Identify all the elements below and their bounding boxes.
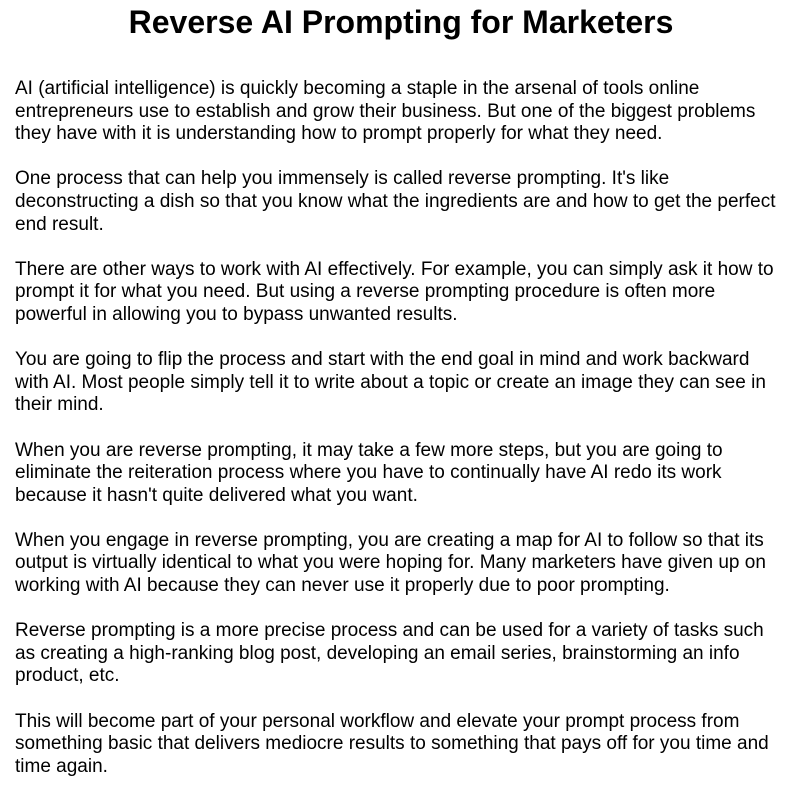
paragraph-7: Reverse prompting is a more precise process and can be used for a variety of tasks such as creating a high-ranking blog post, developing an email series, brainstorming an info product, etc. (15, 620, 764, 687)
document-body (15, 78, 787, 778)
paragraph-2: One process that can help you immensely is called reverse prompting. It's like deconstructing a dish so that you know what the ingredients are and how to get the perfect end result. (15, 168, 776, 235)
document-page (0, 2, 802, 785)
document-title: Reverse AI Prompting for Marketers (128, 4, 674, 40)
paragraph-3: There are other ways to work with AI effectively. For example, you can simply ask it how to prompt it for what you need. But using a reverse prompting procedure is often more powerful in allowing you to bypass unwanted results. (15, 258, 774, 325)
paragraph-5: When you are reverse prompting, it may take a few more steps, but you are going to eliminate the reiteration process where you have to continually have AI redo its work because it hasn't quite delivered what you want. (15, 439, 723, 506)
paragraph-6: When you engage in reverse prompting, you are creating a map for AI to follow so that its output is virtually identical to what you were hoping for. Many marketers have given up on working with AI because they can never use it properly due to poor prompting. (15, 529, 766, 597)
paragraph-1: AI (artificial intelligence) is quickly becoming a staple in the arsenal of tools online entrepreneurs use to establish and grow their business. But one of the biggest problems they have with it is understanding how to prompt properly for what they need. (15, 78, 756, 145)
paragraph-4: You are going to flip the process and start with the end goal in mind and work backward with AI. Most people simply tell it to write about a topic or create an image they can see in their mind. (15, 349, 766, 416)
paragraph-8: This will become part of your personal workflow and elevate your prompt process from something basic that delivers mediocre results to something that pays off for you time and time again. (15, 710, 769, 777)
